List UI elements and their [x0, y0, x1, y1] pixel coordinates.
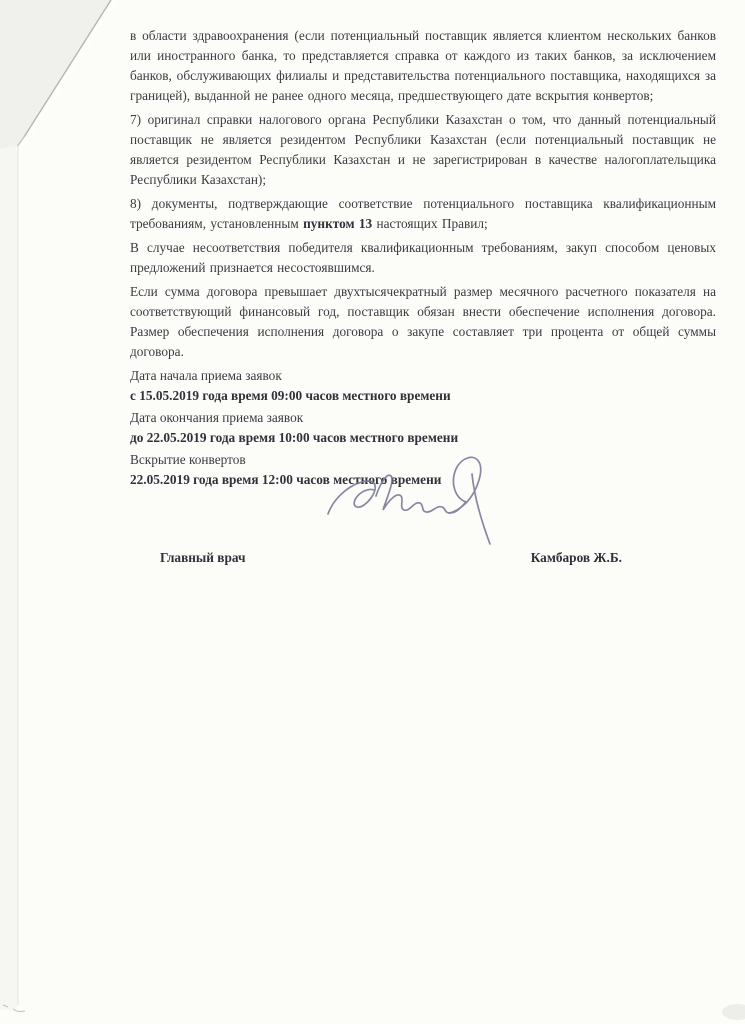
- page-edge-bevel: [18, 137, 25, 146]
- date-end-value: до 22.05.2019 года время 10:00 часов местного времени: [130, 430, 459, 445]
- date-group-start: [130, 366, 716, 406]
- date-opening-value: 22.05.2019 года время 12:00 часов местного времени: [130, 472, 442, 487]
- document-body: [130, 26, 716, 568]
- paragraph-disqualification: В случае несоответствия победителя квалификационным требованиям, закуп способом ценовых предложений признается несостоявшимся.: [130, 240, 716, 275]
- date-group-end: [130, 408, 716, 448]
- date-start-label: Дата начала приема заявок: [130, 368, 282, 383]
- date-group-opening: [130, 450, 716, 490]
- page-edge-diagonal: [24, 0, 111, 137]
- page-edge-highlight: [17, 0, 119, 149]
- date-end-label: Дата окончания приема заявок: [130, 410, 304, 425]
- paragraph-contract-security: Если сумма договора превышает двухтысячекратный размер месячного расчетного показателя на соответствующий финансовый год, поставщик обязан внести обеспечение исполнения договора. Размер обеспечения исполнения договора о закупе составляет три процента от общей суммы договора.: [130, 284, 716, 359]
- signatory-name: Камбаров Ж.Б.: [530, 550, 622, 565]
- scanner-corner-triangle: [0, 0, 111, 149]
- date-opening-label: Вскрытие конвертов: [130, 452, 246, 467]
- paragraph-item-7: 7) оригинал справки налогового органа Республики Казахстан о том, что данный потенциальный поставщик не является резидентом Республики Казахстан (если потенциальный поставщик не является резидентом Республики Казахстан и не зарегистрирован в качестве налогоплательщика Республики Казахстан);: [130, 112, 716, 187]
- paragraph-banks: в области здравоохранения (если потенциальный поставщик является клиентом нескольких банков или иностранного банка, то представляется справка от каждого из таких банков, за исключением банков, обслуживающих филиалы и представительства потенциального поставщика, находящихся за границей), выданной не ранее одного месяца, предшествующего дате вскрытия конвертов;: [130, 28, 716, 103]
- paragraph-item-8-bold-ref: пунктом 13: [303, 216, 373, 231]
- date-start-value: с 15.05.2019 года время 09:00 часов местного времени: [130, 388, 451, 403]
- bottom-right-smudge: [722, 1004, 745, 1020]
- bottom-left-specks: [3, 1005, 25, 1012]
- paragraph-item-8-post: настоящих Правил;: [372, 216, 488, 231]
- signature-row: [130, 548, 716, 568]
- paragraph-item-8: [130, 194, 716, 234]
- scanner-left-strip: [0, 140, 17, 1010]
- paragraph-item-8-pre: 8) документы, подтверждающие соответствие потенциального поставщика квалификационным требованиям, установленным: [130, 196, 716, 231]
- signatory-title: Главный врач: [160, 550, 246, 565]
